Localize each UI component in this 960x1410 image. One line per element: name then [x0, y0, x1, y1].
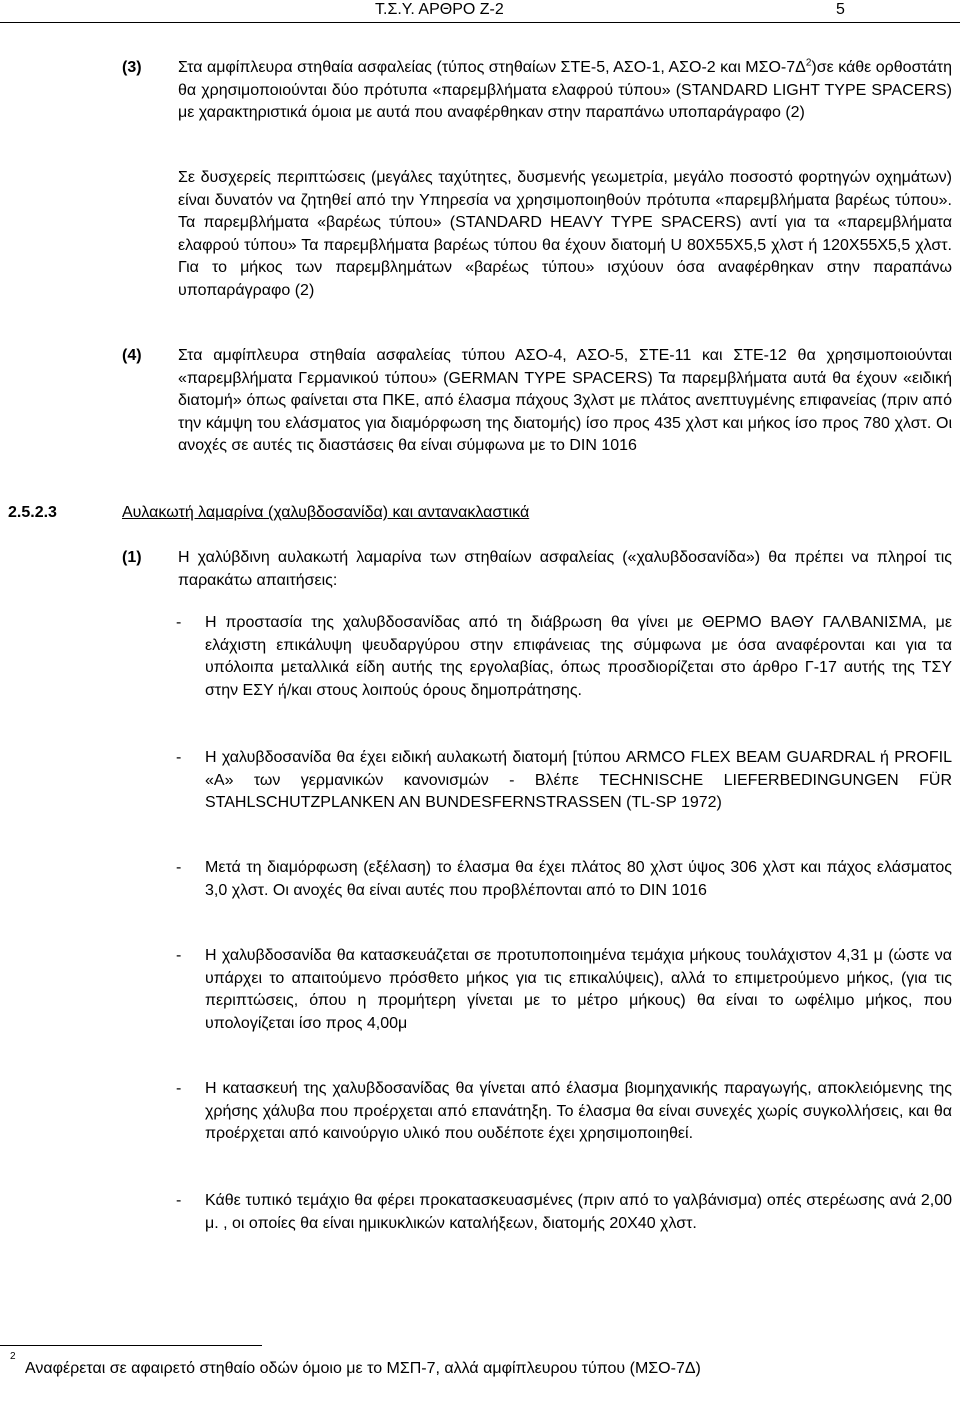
bullet-marker: - [176, 749, 182, 766]
bullet-marker: - [176, 614, 182, 631]
item-3-paragraph-2 [178, 167, 952, 302]
bullet-marker: - [176, 1192, 182, 1209]
item-1-label: (1) [122, 549, 142, 566]
item-3-text-b: )σε κάθε ορθοστάτη θα χρησιμοποιούνται δύο πρότυπα «παρεμβλήματα ελαφρού τύπου» (STANDARD LIGHT TYPE SPACERS) με χαρακτηριστικά όμοια με αυτά που αναφέρθηκαν στην παραπάνω υποπαράγραφο (2) [178, 59, 953, 121]
section-number: 2.5.2.3 [8, 504, 57, 521]
item-3-text-a: Στα αμφίπλευρα στηθαία ασφαλείας (τύπος στηθαίων ΣΤΕ-5, ΑΣΟ-1, ΑΣΟ-2 και ΜΣΟ-7Δ [178, 59, 806, 76]
header-rule [0, 22, 960, 23]
item-3-label: (3) [122, 59, 142, 76]
item-3-paragraph-1 [178, 57, 952, 125]
item-4-text: Στα αμφίπλευρα στηθαία ασφαλείας τύπου ΑΣΟ-4, ΑΣΟ-5, ΣΤΕ-11 και ΣΤΕ-12 θα χρησιμοποιούνται «παρεμβλήματα Γερμανικού τύπου» (GERMAN TYPE SPACERS) Τα παρεμβλήματα αυτά θα έχουν «ειδική διατομή» όπως φαίνεται στα ΠΚΕ, από έλασμα πάχους 3χλστ με πλάτος ανεπτυγμένης επιφανείας (πριν από την κάμψη του ελάσματος για διαμόρφωση της διατομής) ίσο προς 435 χλστ και μήκος ίσο προς 780 χλστ. Οι ανοχές σε αυτές τις διαστάσεις θα είναι σύμφωνα με το DIN 1016 [178, 347, 952, 454]
item-3-paragraph-2-text: Σε δυσχερείς περιπτώσεις (μεγάλες ταχύτητες, δυσμενής γεωμετρία, μεγάλο ποσοστό φορτηγών οχημάτων) είναι δυνατόν να ζητηθεί από την Υπηρεσία να χρησιμοποιηθούν πρότυπα «παρεμβλήματα βαρέως τύπου». Τα παρεμβλήματα «βαρέως τύπου» (STANDARD HEAVY TYPE SPACERS) αντί για τα «παρεμβλήματα ελαφρού τύπου» Τα παρεμβλήματα βαρέως τύπου θα έχουν διατομή U 80X55X5,5 χλστ ή 120X55X5,5 χλστ. Για το μήκος των παρεμβλημάτων «βαρέως τύπου» ισχύουν όσα αναφέρθηκαν στην παραπάνω υποπαράγραφο (2) [178, 169, 952, 299]
bullet-item-3: Μετά τη διαμόρφωση (εξέλαση) το έλασμα θα έχει πλάτος 80 χλστ ύψος 306 χλστ και πάχος ελάσματος 3,0 χλστ. Οι ανοχές θα είναι αυτές που προβλέπονται από το DIN 1016 [205, 859, 952, 899]
header-page-number: 5 [836, 1, 845, 18]
bullet-item-2: Η χαλυβδοσανίδα θα έχει ειδική αυλακωτή διατομή [τύπου ARMCO FLEX BEAM GUARDRAL ή PROFIL «Α» των γερμανικών κανονισμών - Βλέπε TECHNISCHE LIEFERBEDINGUNGEN FÜR STAHLSCHUTZPLANKEN AN BUNDESFERNSTRASSEN (TL-SP 1972) [205, 749, 952, 811]
bullet-marker: - [176, 859, 182, 876]
bullet-item-6: Κάθε τυπικό τεμάχιο θα φέρει προκατασκευασμένες (πριν από το γαλβάνισμα) οπές στερέωσης ανά 2,00 μ. , οι οποίες θα είναι ημικυκλικών καταλήξεων, διατομής 20Χ40 χλστ. [205, 1192, 952, 1232]
footnote-rule [0, 1345, 262, 1346]
item-1-intro [178, 547, 952, 592]
item-1-intro-text: Η χαλύβδινη αυλακωτή λαμαρίνα των στηθαίων ασφαλείας («χαλυβδοσανίδα») θα πρέπει να πληροί τις παρακάτω απαιτήσεις: [178, 549, 952, 589]
footnote-text: Αναφέρεται σε αφαιρετό στηθαίο οδών όμοιο με το ΜΣΠ-7, αλλά αμφίπλευρου τύπου (ΜΣΟ-7Δ) [25, 1360, 701, 1377]
page-header [0, 0, 960, 22]
item-4-paragraph [178, 345, 952, 458]
bullet-item-1: Η προστασία της χαλυβδοσανίδας από τη διάβρωση θα γίνει με ΘΕΡΜΟ ΒΑΘΥ ΓΑΛΒΑΝΙΣΜΑ, με ελάχιστη επικάλυψη ψευδαργύρου στην επιφάνειας της σύμφωνα με όσα αναφέρονται και για τα υπόλοιπα μεταλλικά είδη αυτής της εργολαβίας, όπως προσδιορίζεται στο άρθρο Γ-17 αυτής της ΤΣΥ στην ΕΣΥ ή/και στους λοιπούς όρους δημοπράτησης. [205, 614, 952, 699]
footnote-number: 2 [10, 1351, 16, 1362]
footnote-reference: 2 [805, 57, 812, 69]
bullet-item-4: Η χαλυβδοσανίδα θα κατασκευάζεται σε προτυποποιημένα τεμάχια μήκους τουλάχιστον 4,31 μ (ώστε να υπάρχει το απαιτούμενο πρόσθετο μήκος για τις επικαλύψεις), αλλά το επιμετρούμενο μήκος, (για τις περιπτώσεις, όπου η προμήτερη γίνεται με το μέτρο μήκους) θα είναι το ωφέλιμο μήκος, που υπολογίζεται ίσο προς 4,00μ [205, 947, 952, 1032]
bullet-marker: - [176, 1080, 182, 1097]
bullet-marker: - [176, 947, 182, 964]
section-title: Αυλακωτή λαμαρίνα (χαλυβδοσανίδα) και αντανακλαστικά [122, 504, 530, 521]
item-4-label: (4) [122, 347, 142, 364]
bullet-item-5: Η κατασκευή της χαλυβδοσανίδας θα γίνεται από έλασμα βιομηχανικής παραγωγής, αποκλειόμενης της χρήσης χάλυβα που προέρχεται από επανάτηξη. Το έλασμα θα είναι συνεχές χωρίς συγκολλήσεις, και θα προέρχεται από καινούργιο υλικό που ουδέποτε έχει χρησιμοποιηθεί. [205, 1080, 952, 1142]
header-title: Τ.Σ.Υ. ΑΡΘΡΟ Ζ-2 [375, 1, 504, 18]
